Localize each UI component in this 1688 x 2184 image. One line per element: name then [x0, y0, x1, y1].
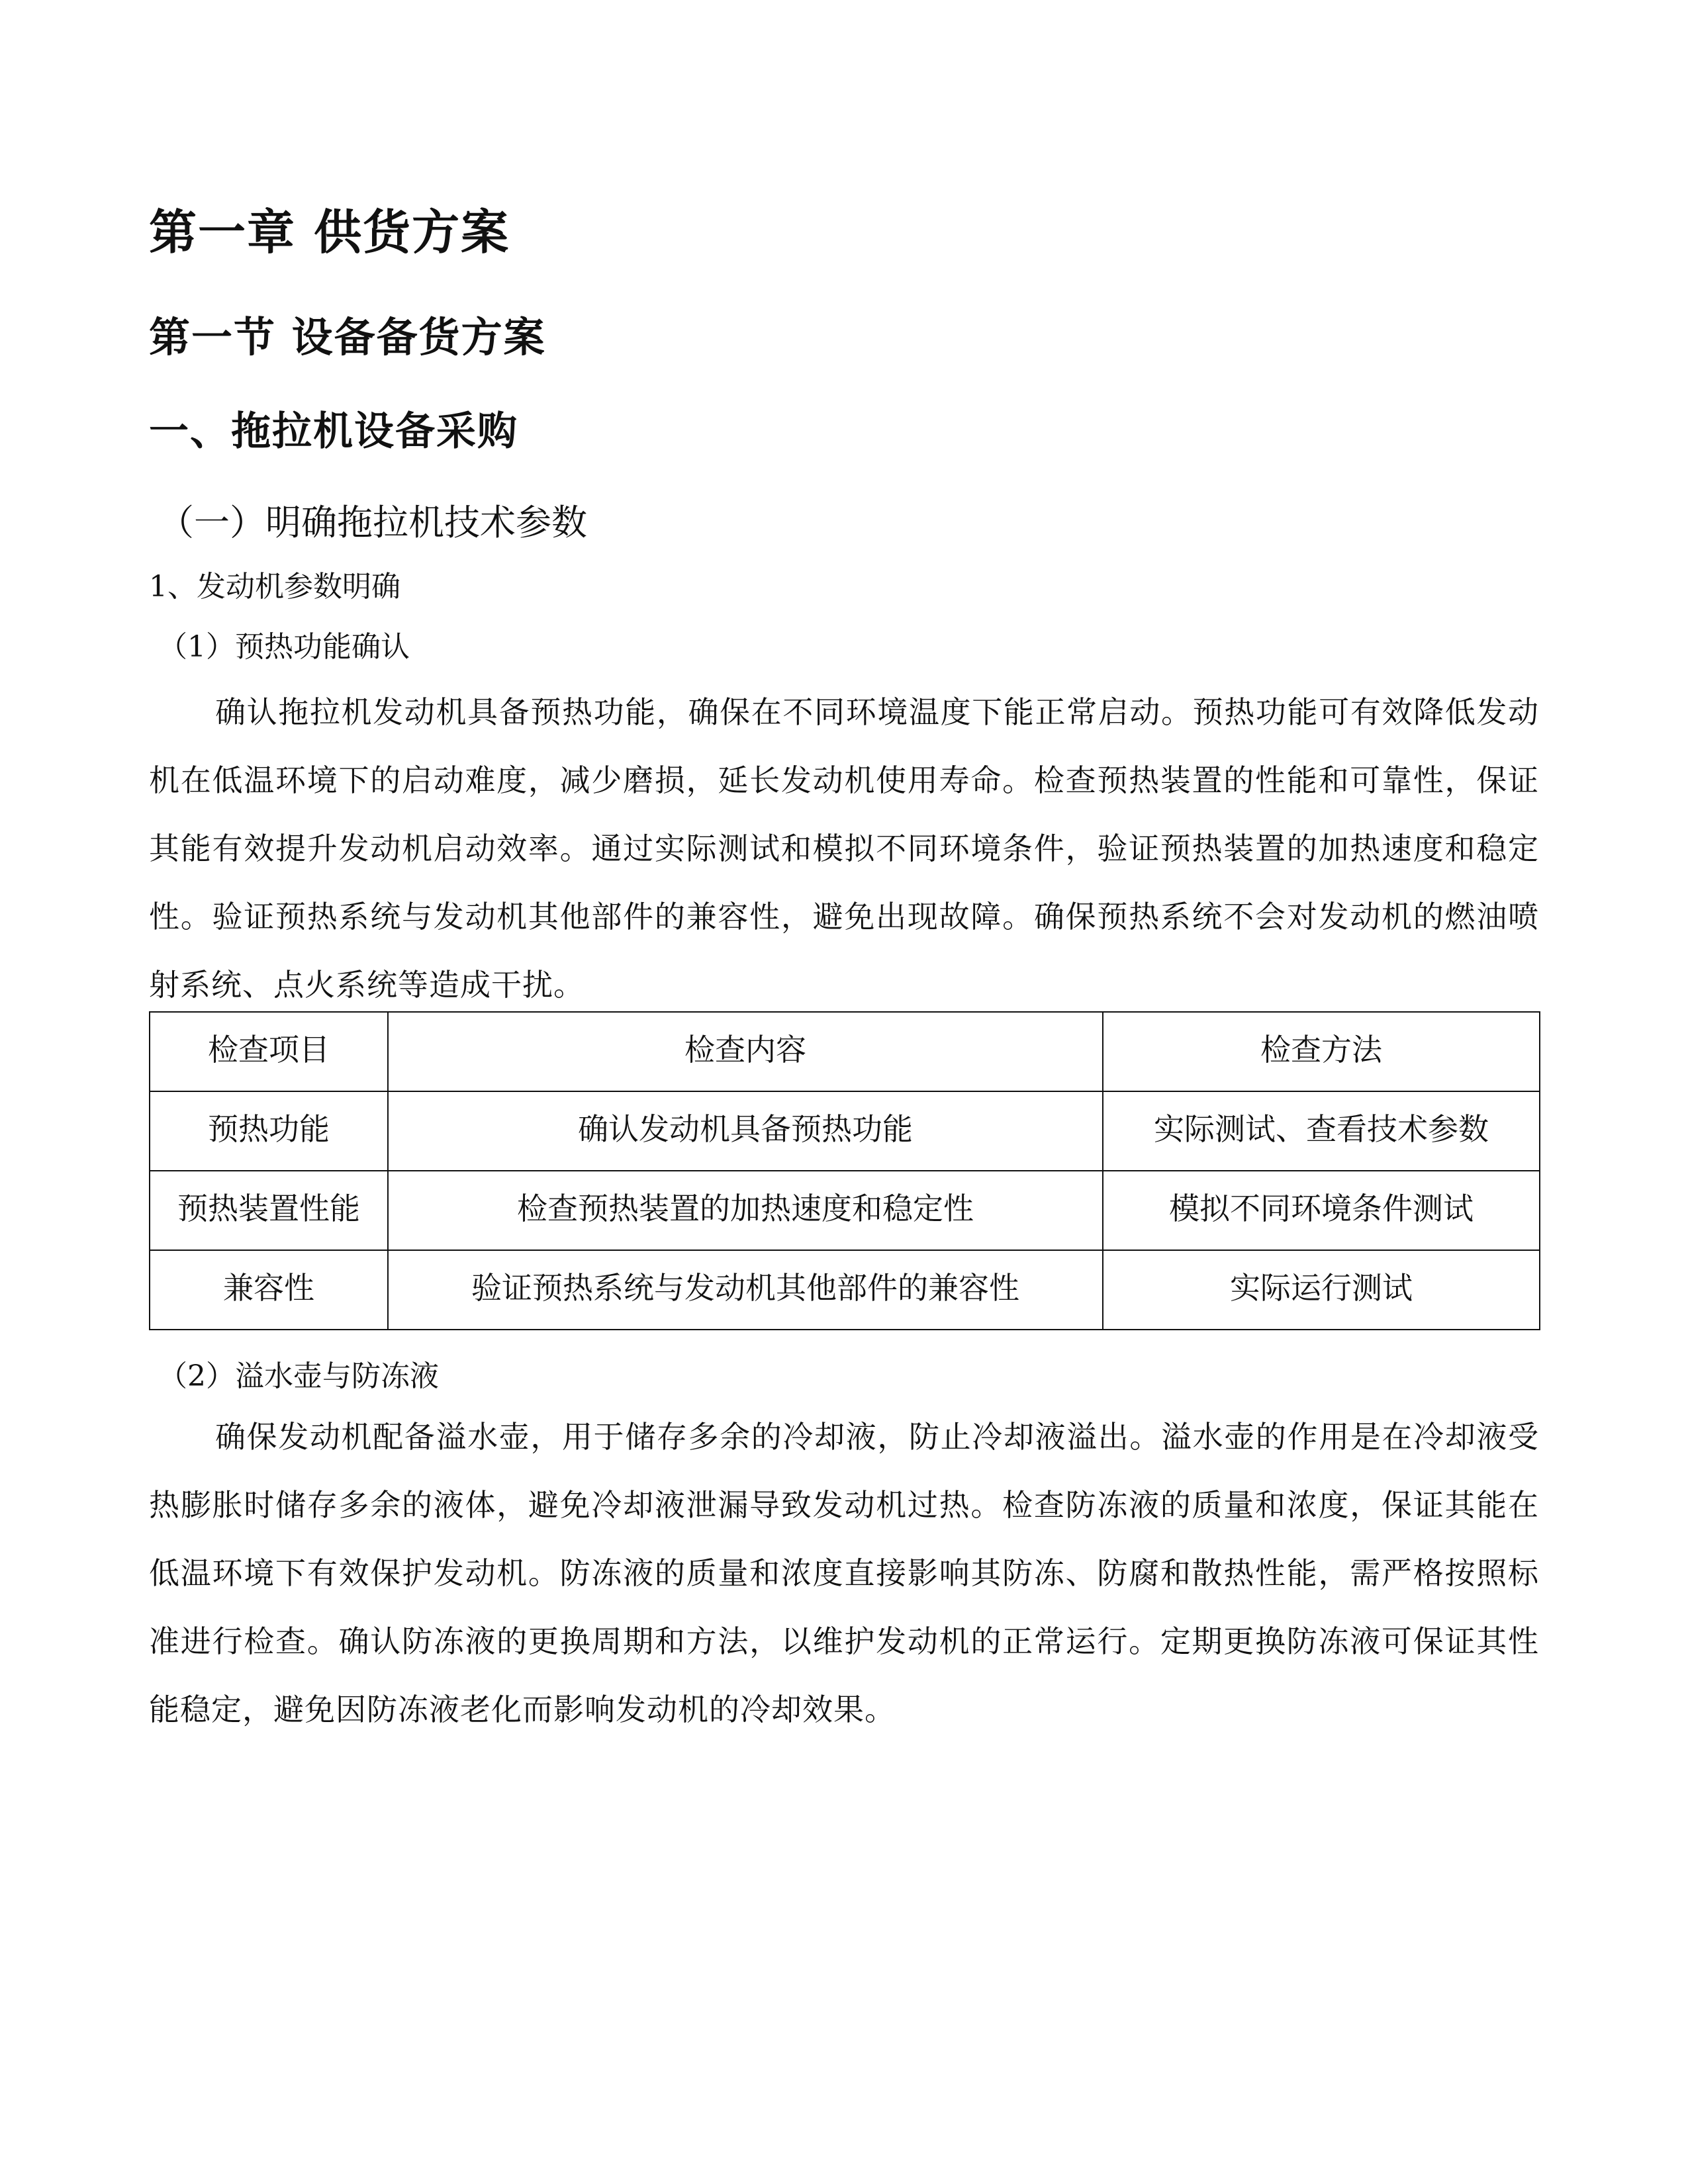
table-row: [150, 1171, 1540, 1250]
paragraph-preheat: 确认拖拉机发动机具备预热功能，确保在不同环境温度下能正常启动。预热功能可有效降低发动机在低温环境下的启动难度，减少磨损，延长发动机使用寿命。检查预热装置的性能和可靠性，保证其能有效提升发动机启动效率。通过实际测试和模拟不同环境条件，验证预热装置的加热速度和稳定性。验证预热系统与发动机其他部件的兼容性，避免出现故障。确保预热系统不会对发动机的燃油喷射系统、点火系统等造成干扰。: [149, 694, 1539, 1003]
section-title: 第一节 设备备货方案: [149, 313, 546, 361]
table-cell: 模拟不同环境条件测试: [1103, 1171, 1540, 1250]
table-cell: 确认发动机具备预热功能: [388, 1091, 1103, 1171]
table-header-cell: 检查方法: [1103, 1012, 1540, 1091]
subsub-title: （一）明确拖拉机技术参数: [158, 502, 587, 543]
table-header-row: [150, 1012, 1540, 1091]
table-row: [150, 1091, 1540, 1171]
subsection-title: 一、拖拉机设备采购: [149, 408, 518, 455]
paragraph-antifreeze: 确保发动机配备溢水壶，用于储存多余的冷却液，防止冷却液溢出。溢水壶的作用是在冷却液受热膨胀时储存多余的液体，避免冷却液泄漏导致发动机过热。检查防冻液的质量和浓度，保证其能在低温环境下有效保护发动机。防冻液的质量和浓度直接影响其防冻、防腐和散热性能，需严格按照标准进行检查。确认防冻液的更换周期和方法，以维护发动机的正常运行。定期更换防冻液可保证其性能稳定，避免因防冻液老化而影响发动机的冷却效果。: [149, 1419, 1539, 1727]
inspection-table: [149, 1011, 1540, 1330]
table-cell: 预热功能: [150, 1091, 388, 1171]
subitem2-title: （2）溢水壶与防冻液: [158, 1359, 439, 1393]
chapter-title: 第一章 供货方案: [149, 204, 510, 260]
table-cell: 验证预热系统与发动机其他部件的兼容性: [388, 1250, 1103, 1330]
table-cell: 预热装置性能: [150, 1171, 388, 1250]
table-header-cell: 检查内容: [388, 1012, 1103, 1091]
table-row: [150, 1250, 1540, 1330]
table-header-cell: 检查项目: [150, 1012, 388, 1091]
subitem1-title: （1）预热功能确认: [158, 630, 410, 664]
table-cell: 实际测试、查看技术参数: [1103, 1091, 1540, 1171]
table-cell: 兼容性: [150, 1250, 388, 1330]
item-title: 1、发动机参数明确: [149, 570, 400, 604]
table-cell: 实际运行测试: [1103, 1250, 1540, 1330]
table-cell: 检查预热装置的加热速度和稳定性: [388, 1171, 1103, 1250]
